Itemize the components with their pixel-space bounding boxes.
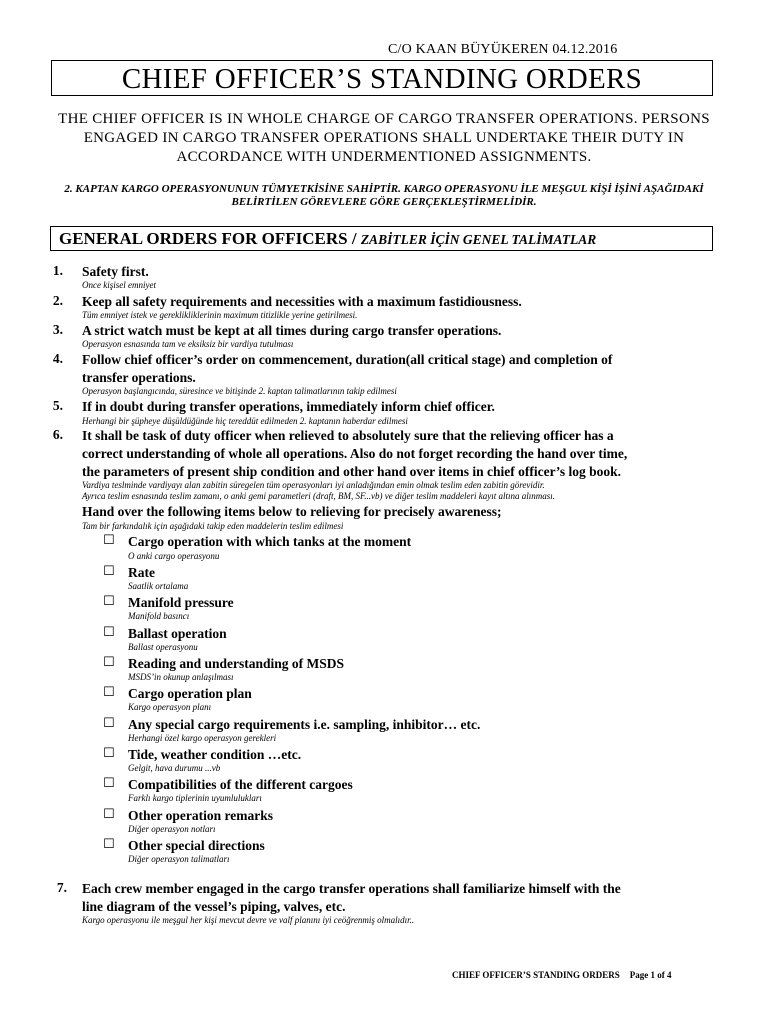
order-translation: Tüm emniyet istek ve gereklikliklerinin maximum titizlikle yerine getirilmesi. xyxy=(82,310,358,320)
order-translation: Once kişisel emniyet xyxy=(82,280,156,290)
document-title-box xyxy=(51,60,713,96)
order-text: If in doubt during transfer operations, immediately inform chief officer. xyxy=(82,399,495,414)
checklist-item-translation: O anki cargo operasyonu xyxy=(128,551,220,561)
checklist-item-translation: Gelgit, hava durumu ...vb xyxy=(128,763,221,773)
checklist-item-translation: Saatlik ortalama xyxy=(128,581,189,591)
order-text-continued: transfer operations. xyxy=(82,370,196,385)
checklist-item: Ballast operation xyxy=(128,626,227,641)
order-number: 4. xyxy=(52,351,63,366)
checklist-item-translation: Ballast operasyonu xyxy=(128,642,198,652)
order-translation: Operasyon esnasında tam ve eksiksiz bir vardiya tutulması xyxy=(82,339,294,349)
order-number: 3. xyxy=(52,322,63,337)
checklist-item: Manifold pressure xyxy=(128,595,234,610)
checklist-item-translation: Manifold basıncı xyxy=(128,611,190,621)
checkbox-icon: ☐ xyxy=(103,625,115,640)
order-translation: Vardiya teslminde vardiyayı alan zabitin süregelen tüm operasyonları iyi anladığından emin olmak teslim eden zabitin görevidir. xyxy=(82,480,545,490)
checklist-item-translation: Farklı kargo tiplerinin uyumlulukları xyxy=(128,793,262,803)
document-title: CHIEF OFFICER’S STANDING ORDERS xyxy=(121,63,643,95)
checklist-item-translation: Herhangi özel kargo operasyon gerekleri xyxy=(128,733,277,743)
checklist-item: Any special cargo requirements i.e. sampling, inhibitor… etc. xyxy=(128,717,481,732)
order-translation: Herhangi bir şüpheye düşüldüğünde hiç tereddüt edilmeden 2. kaptanın haberdar edilmesi xyxy=(82,416,408,426)
order-number: 2. xyxy=(52,293,63,308)
checkbox-icon: ☐ xyxy=(103,533,115,548)
section-title-tr: ZABİTLER İÇİN GENEL TALİMATLAR xyxy=(360,232,597,247)
order-text: Keep all safety requirements and necessities with a maximum fastidiousness. xyxy=(82,294,522,309)
checklist-item: Cargo operation with which tanks at the moment xyxy=(128,534,412,549)
order-translation: Kargo operasyonu ile meşgul her kişi mevcut devre ve valf planını iyi ceöğrenmiş olmalıdır.. xyxy=(82,915,415,925)
checklist-item: Tide, weather condition …etc. xyxy=(128,747,302,762)
handover-intro-translation: Tam bir farkındalık için aşağıdaki takip eden maddelerin teslim edilmesi xyxy=(82,521,344,531)
page-footer xyxy=(452,970,672,980)
order-text-continued: the parameters of present ship condition and other hand over items in chief officer’s log book. xyxy=(82,464,621,479)
order-text-continued: line diagram of the vessel’s piping, valves, etc. xyxy=(82,899,346,914)
section-heading xyxy=(50,226,713,251)
author-date: C/O KAAN BÜYÜKEREN 04.12.2016 xyxy=(388,42,618,57)
order-text: Follow chief officer’s order on commencement, duration(all critical stage) and completion of xyxy=(82,352,613,367)
checklist-item: Compatibilities of the different cargoes xyxy=(128,777,353,792)
order-text: Each crew member engaged in the cargo transfer operations shall familiarize himself with the xyxy=(82,881,621,896)
order-translation: Operasyon başlangıcında, süresince ve bitişinde 2. kaptan talimatlarının takip edilmesi xyxy=(82,386,397,396)
section-title-separator: / xyxy=(347,229,361,248)
checkbox-icon: ☐ xyxy=(103,564,115,579)
checklist-item-translation: Diğer operasyon talimatları xyxy=(128,854,230,864)
checklist-item: Other operation remarks xyxy=(128,808,273,823)
order-text: A strict watch must be kept at all times during cargo transfer operations. xyxy=(82,323,502,338)
checkbox-icon: ☐ xyxy=(103,716,115,731)
checkbox-icon: ☐ xyxy=(103,655,115,670)
checklist-item-translation: Kargo operasyon planı xyxy=(128,702,212,712)
checklist-item: Rate xyxy=(128,565,155,580)
handover-intro: Hand over the following items below to relieving for precisely awareness; xyxy=(82,504,502,519)
checkbox-icon: ☐ xyxy=(103,685,115,700)
intro-english: THE CHIEF OFFICER IS IN WHOLE CHARGE OF CARGO TRANSFER OPERATIONS. PERSONS ENGAGED IN CARGO TRANSFER OPERATIONS SHALL UNDERTAKE THEIR DUTY IN ACCORDANCE WITH UNDERMENTIONED ASSIGNMENTS. xyxy=(58,111,710,165)
checklist-item-translation: Diğer operasyon notları xyxy=(128,824,216,834)
page-number: Page 1 of 4 xyxy=(629,970,672,980)
order-number: 6. xyxy=(52,427,63,442)
checklist-item: Cargo operation plan xyxy=(128,686,252,701)
checklist-item-translation: MSDS’in okunup anlaşılması xyxy=(128,672,234,682)
order-number: 1. xyxy=(52,263,63,278)
intro-turkish: 2. KAPTAN KARGO OPERASYONUNUN TÜMYETKİSİNE SAHİPTİR. KARGO OPERASYONU İLE MEŞGUL KİŞİ İŞİNİ AŞAĞIDAKİ BELİRTİLEN GÖREVLERE GÖRE GERÇEKLEŞTİRMELİDİR. xyxy=(64,183,704,208)
order-number: 7. xyxy=(56,880,67,895)
order-text: Safety first. xyxy=(82,264,149,279)
order-text-continued: correct understanding of whole all operations. Also do not forget recording the hand over time, xyxy=(82,446,628,461)
checklist-item: Reading and understanding of MSDS xyxy=(128,656,345,671)
checkbox-icon: ☐ xyxy=(103,837,115,852)
checkbox-icon: ☐ xyxy=(103,594,115,609)
order-text: It shall be task of duty officer when relieved to absolutely sure that the relieving officer has a xyxy=(82,428,614,443)
checklist-item: Other special directions xyxy=(128,838,265,853)
order-number: 5. xyxy=(52,398,63,413)
checkbox-icon: ☐ xyxy=(103,746,115,761)
order-translation-continued: Ayrıca teslim esnasında teslim zamanı, o anki gemi parametleri (draft, BM, SF...vb) ve diğer teslim maddeleri kayıt altına alınması. xyxy=(82,491,556,501)
footer-title: CHIEF OFFICER’S STANDING ORDERS xyxy=(452,970,620,980)
checkbox-icon: ☐ xyxy=(103,807,115,822)
section-title-en: GENERAL ORDERS FOR OFFICERS xyxy=(59,229,348,248)
checkbox-icon: ☐ xyxy=(103,776,115,791)
